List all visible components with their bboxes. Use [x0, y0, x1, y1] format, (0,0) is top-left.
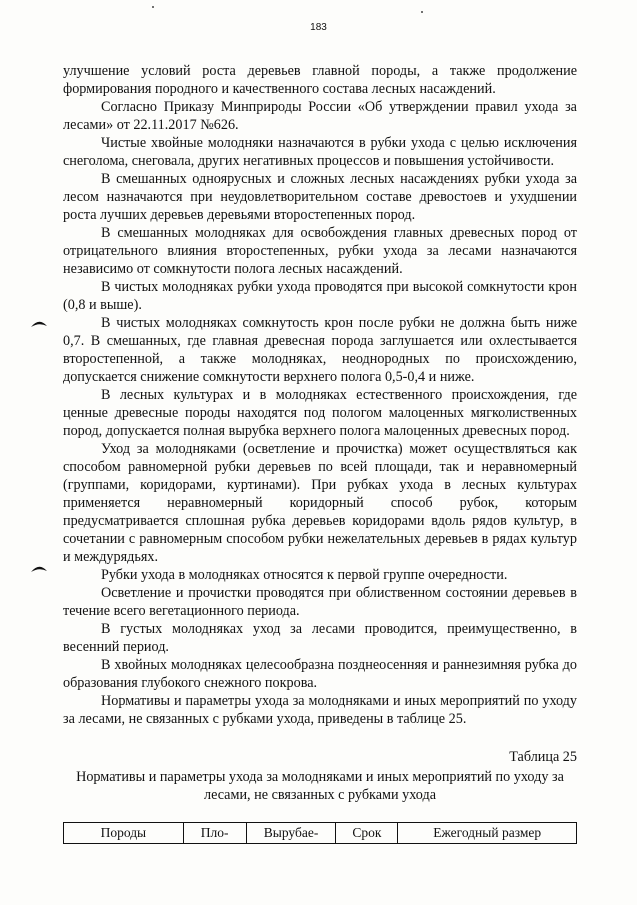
table-header-cell: Породы — [64, 823, 184, 844]
margin-mark-icon — [30, 563, 48, 573]
margin-mark-icon — [30, 318, 48, 328]
paragraph: В чистых молодняках сомкнутость крон после рубки не должна быть ниже 0,7. В смешанных, где главная древесная порода заглушается или охлестывается второстепенной, а также молодняках, неоднородных по происхождению, допускается снижение сомкнутости верхнего полога 0,5-0,4 и ниже. — [63, 315, 577, 385]
page-body — [63, 62, 577, 844]
paragraph: Уход за молодняками (осветление и прочистка) может осуществляться как способом равномерной рубки деревьев по всей площади, так и неравномерный (группами, коридорами, куртинами). При рубках ухода в лесных культурах применяется неравномерный коридорный способ рубок, которым предусматривается сплошная рубка деревьев коридорами вдоль рядов культур, в сочетании с равномерным способом рубки нежелательных деревьев в рядах культур и междурядьях. — [63, 441, 577, 565]
table-header-cell: Вырубае- — [246, 823, 336, 844]
paragraph: Осветление и прочистки проводятся при облиственном состоянии деревьев в течение всего вегетационного периода. — [63, 585, 577, 619]
paragraph: В хвойных молодняках целесообразна позднеосенняя и раннезимняя рубка до образования глубокого снежного покрова. — [63, 657, 577, 691]
page-number: 183 — [310, 22, 327, 33]
paragraph: Чистые хвойные молодняки назначаются в рубки ухода с целью исключения снеголома, снеговала, других негативных процессов и повышения устойчивости. — [63, 135, 577, 169]
table-header-cell: Пло- — [183, 823, 246, 844]
paragraph: В смешанных молодняках для освобождения главных древесных пород от отрицательного влияния второстепенных, рубки ухода за лесами назначаются независимо от сомкнутости полога лесных насаждений. — [63, 225, 577, 277]
scan-speck — [421, 11, 423, 13]
table-title: Нормативы и параметры ухода за молодняками и иных мероприятий по уходу за лесами, не связанных с рубками ухода — [76, 769, 564, 803]
norms-table — [63, 822, 577, 844]
paragraph: Рубки ухода в молодняках относятся к первой группе очередности. — [101, 567, 508, 583]
paragraph: улучшение условий роста деревьев главной породы, а также продолжение формирования породного и качественного состава лесных насаждений. — [63, 63, 577, 97]
paragraph: В густых молодняках уход за лесами проводится, преимущественно, в весенний период. — [63, 621, 577, 655]
paragraph: В смешанных одноярусных и сложных лесных насаждениях рубки ухода за лесом назначаются при неудовлетворительном составе древостоев и ухудшении роста лучших деревьев деревьями второстепенных пород. — [63, 171, 577, 223]
table-header-row — [64, 823, 577, 844]
table-label: Таблица 25 — [509, 749, 577, 765]
paragraph: Нормативы и параметры ухода за молодняками и иных мероприятий по уходу за лесами, не связанных с рубками ухода, приведены в таблице 25. — [63, 693, 577, 727]
scan-speck — [152, 6, 154, 8]
paragraph: В лесных культурах и в молодняках естественного происхождения, где ценные древесные породы находятся под пологом малоценных мягколиственных пород, допускается полная вырубка верхнего полога малоценных древесных пород. — [63, 387, 577, 439]
table-header-cell: Ежегодный размер — [398, 823, 577, 844]
paragraph-list — [63, 62, 577, 728]
paragraph: Согласно Приказу Минприроды России «Об утверждении правил ухода за лесами» от 22.11.2017 №626. — [63, 99, 577, 133]
table-header-cell: Срок — [336, 823, 398, 844]
paragraph: В чистых молодняках рубки ухода проводятся при высокой сомкнутости крон (0,8 и выше). — [63, 279, 577, 313]
